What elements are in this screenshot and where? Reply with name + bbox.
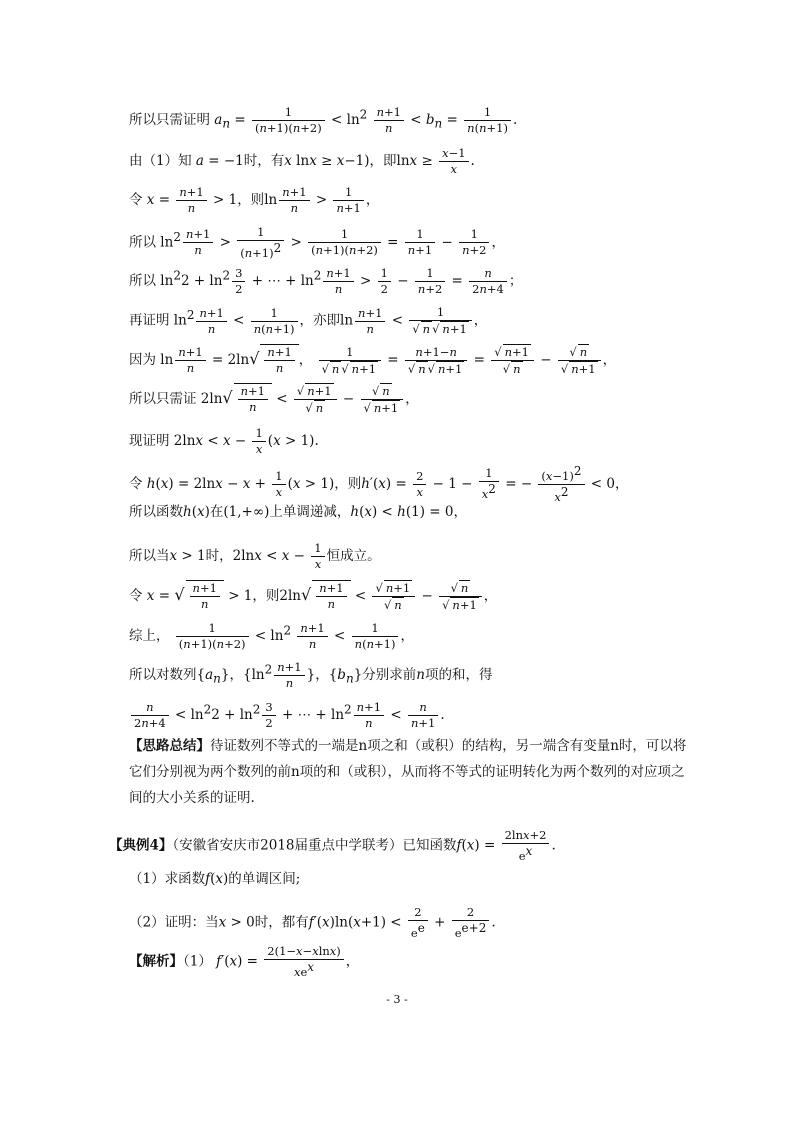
line-16: $\frac{n}{2n+4}$ < $\ln^22 + \ln^2$ $\frac{3}{2}$ + ⋯ + $\ln^2$ $\frac{n+1}{n}$ < $\frac{n}{n+1}$ . [129,700,445,731]
line-7: 因为 ln $\frac{n+1}{n}$ = 2ln√ $\frac{n+1}{n}$ ， $\frac{1}{√ n √ n+1}$ = $\frac{n+1-n}{√ n √ n+1}$ = $\frac{√ n+1}{√ n}$ − $\frac{√ n}{√ n+1}$ ， [129,344,617,376]
line-15: 所以对数列$\{a_n\}$，{$\ln^2$ $\frac{n+1}{n}$ }，$\{b_n\}$分别求前n项的和，得 [129,660,493,690]
line-5-text: 所以 [129,273,156,289]
solution-label: 【解析】 [129,953,183,970]
line-2-mid: 时，有 [243,153,285,169]
line-9-text: 现证明 [129,433,170,449]
line-13-text: 令 [129,588,143,604]
example-4-statement: 【典例4】（安徽省安庆市2018届重点中学联考）已知函数f(x) = $\frac{2\ln x+2}{e^x}$ . [109,828,556,863]
line-2: 由（1）知 a = −1时，有x lnx ≥ x−1)，即lnx ≥ $\frac{x-1}{x}$ . [129,146,475,176]
line-1-text: 所以只需证明 [129,112,210,128]
line-11-mid: 在 [209,504,224,520]
line-7-text: 因为 [129,352,156,368]
line-1: 所以只需证明 $a_n$ = $\frac{1}{(n+1)(n+2)}$ < $\ln^2$ $\frac{n+1}{n}$ < $b_n$ = $\frac{1}{n(n+1)}$ . [129,105,518,135]
question-1-text: （1）求函数 [129,871,206,887]
summary-text: 待证数列不等式的一端是n项之和（或积）的结构，另一端含有变量n时，可以将它们分别视为两个数列的前n项的和（或积），从而将不等式的证明转化为两个数列的对应项之间的大小关系的证明. [129,738,687,806]
line-14-text: 综上， [129,628,170,644]
line-3-mid: ，则 [237,192,265,208]
question-1: （1）求函数f(x)的单调区间; [129,871,301,887]
line-12-text: 所以当 [129,548,170,564]
line-6: 再证明 $\ln^2$ $\frac{n+1}{n}$ < $\frac{1}{n(n+1)}$ ，亦即ln $\frac{n+1}{n}$ < $\frac{1}{√ n √ n+1}$ ， [129,305,488,336]
line-8-text: 所以只需证 [129,391,197,407]
line-10: 令 h(x) = 2lnx − x + $\frac{1}{x}$ (x > 1)，则h′(x) = $\frac{2}{x}$ − 1 − $\frac{1}{x^2}$ = − $\frac{(x-1)^2}{x^2}$ < 0， [129,464,629,504]
line-11-text: 所以函数 [129,504,183,520]
line-15-suffix: 分别求前 [362,667,417,683]
line-12-mid: 时， [205,548,233,564]
page-number: - 3 - [386,993,408,1006]
line-8: 所以只需证 2ln√ $\frac{n+1}{n}$ < $\frac{√ n+1}{√ n}$ − $\frac{√ n}{√ n+1}$ ， [129,384,419,415]
line-10-text: 令 [129,475,143,492]
line-4: 所以 $\ln^2$ $\frac{n+1}{n}$ > $\frac{1}{(n+1)^2}$ > $\frac{1}{(n+1)(n+2)}$ = $\frac{1}{n+1}$ − $\frac{1}{n+2}$ ， [129,225,505,260]
line-11-mid2: 上单调递减， [269,504,351,520]
question-1-suffix: 的单调区间; [228,871,301,887]
summary-label: 【思路总结】 [129,738,210,754]
line-13-mid: ，则 [252,588,280,604]
line-3-text: 令 [129,192,143,208]
solution: 【解析】（1） f′(x) = $\frac{2(1-x-xlnx)}{xe^x}$ ， [129,944,360,979]
line-10-mid: ，则 [334,475,362,492]
line-2-mid2: ，即 [369,153,397,169]
line-12-suffix: 恒成立。 [326,548,381,564]
line-12: 所以当x > 1时，2lnx < x − $\frac{1}{x}$ 恒成立。 [129,541,381,571]
line-15-text: 所以对数列 [129,667,197,683]
question-2-mid: 时，都有 [254,914,309,931]
line-9: 现证明 2lnx < x − $\frac{1}{x}$ (x > 1). [129,426,319,456]
line-15-suffix2: 项的和，得 [424,667,493,683]
line-5: 所以 $\ln^22 + \ln^2$ $\frac{3}{2}$ + ⋯ + $\ln^2$ $\frac{n+1}{n}$ > $\frac{1}{2}$ − $\frac{1}{n+2}$ = $\frac{n}{2n+4}$ ； [129,266,523,296]
line-14: 综上， $\frac{1}{(n+1)(n+2)}$ < $\ln^2$ $\frac{n+1}{n}$ < $\frac{1}{n(n+1)}$ ， [129,621,414,651]
line-4-text: 所以 [129,234,156,251]
line-13: 令 x = √ $\frac{n+1}{n}$ > 1，则2ln√ $\frac{n+1}{n}$ < $\frac{√ n+1}{√ n}$ − $\frac{√ n}{√ n+1}$ ， [129,581,498,612]
line-6-text: 再证明 [129,312,170,329]
line-6-mid: ，亦即 [299,312,341,329]
summary-paragraph [129,733,689,811]
question-2: （2）证明：当x > 0时，都有f′(x)ln(x+1) < $\frac{2}{e^e}$ + $\frac{2}{e^{e+2}}$ . [129,905,496,940]
solution-text: （1） [183,953,212,970]
example-label: 【典例4】 [109,837,173,854]
line-2-text: 由（1）知 [129,153,192,169]
question-2-text: （2）证明：当 [129,914,219,931]
line-3: 令 x = $\frac{n+1}{n}$ > 1，则ln $\frac{n+1}{n}$ > $\frac{1}{n+1}$ ， [129,185,380,215]
line-11: 所以函数h(x)在(1,+∞)上单调递减，h(x) < h(1) = 0， [129,504,467,520]
example-source: （安徽省安庆市2018届重点中学联考）已知函数 [172,837,457,854]
